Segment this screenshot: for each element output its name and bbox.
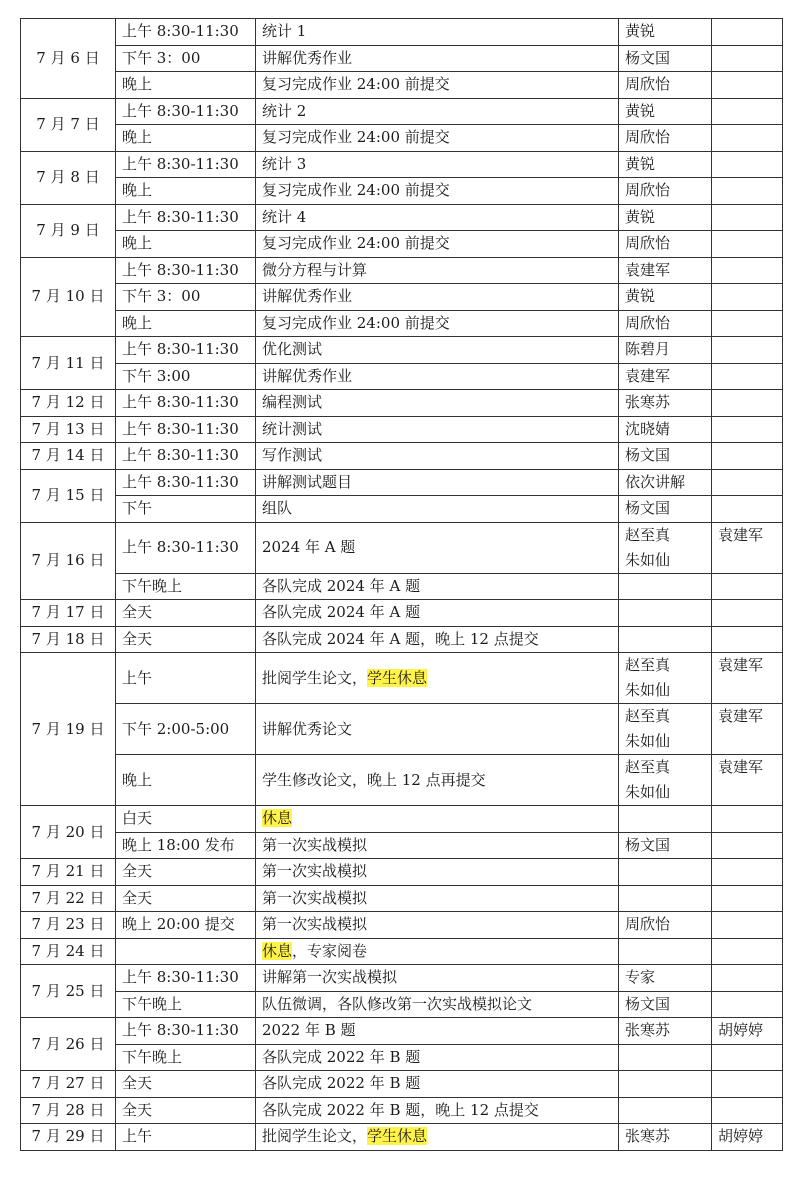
table-row: [21, 337, 783, 364]
time-cell: 晚上: [116, 231, 256, 258]
teacher-name: 赵至真: [625, 656, 671, 674]
teacher-cell: [619, 310, 712, 337]
teacher-cell: [619, 704, 712, 755]
extra-cell: [712, 19, 783, 46]
date-cell: 7 月 29 日: [21, 1124, 116, 1151]
content-cell: [256, 626, 619, 653]
content-text: 复习完成作业 24:00 前提交: [262, 234, 450, 253]
table-row: [21, 231, 783, 258]
extra-cell: [712, 859, 783, 886]
content-cell: [256, 125, 619, 152]
date-cell: 7 月 18 日: [21, 626, 116, 653]
extra-cell: [712, 912, 783, 939]
table-row: [21, 600, 783, 627]
content-text: 各队完成 2024 年 A 题: [262, 603, 421, 622]
content-text: 统计 3: [262, 154, 307, 173]
content-cell: [256, 257, 619, 284]
table-row: [21, 832, 783, 859]
time-cell: 晚上: [116, 178, 256, 205]
date-cell: 7 月 21 日: [21, 859, 116, 886]
date-cell: 7 月 22 日: [21, 885, 116, 912]
teacher-cell: [619, 1071, 712, 1098]
teacher-name: 黄锐: [625, 101, 656, 120]
extra-cell: [712, 363, 783, 390]
teacher-cell: [619, 231, 712, 258]
teacher-cell: [619, 337, 712, 364]
extra-cell: [712, 443, 783, 470]
extra-cell: [712, 806, 783, 833]
content-text: 各队完成 2022 年 B 题: [262, 1047, 421, 1066]
table-row: [21, 72, 783, 99]
content-text: 第一次实战模拟: [262, 915, 368, 934]
teacher-name: 赵至真: [625, 707, 671, 725]
content-cell: [256, 704, 619, 755]
teacher-name: 赵至真: [625, 758, 671, 776]
table-row: [21, 859, 783, 886]
content-cell: [256, 938, 619, 965]
content-text: 优化测试: [262, 340, 323, 359]
date-cell: 7 月 8 日: [21, 151, 116, 204]
table-row: [21, 965, 783, 992]
time-cell: 上午 8:30-11:30: [116, 204, 256, 231]
teacher-cell: [619, 125, 712, 152]
content-cell: [256, 965, 619, 992]
time-cell: 全天: [116, 859, 256, 886]
time-cell: 上午 8:30-11:30: [116, 390, 256, 417]
extra-cell: 袁建军: [712, 522, 783, 573]
date-cell: 7 月 20 日: [21, 806, 116, 859]
time-cell: 全天: [116, 885, 256, 912]
extra-cell: [712, 178, 783, 205]
teacher-cell: [619, 626, 712, 653]
table-row: [21, 1071, 783, 1098]
teacher-cell: [619, 98, 712, 125]
date-cell: 7 月 14 日: [21, 443, 116, 470]
extra-cell: [712, 45, 783, 72]
table-row: [21, 443, 783, 470]
teacher-cell: [619, 363, 712, 390]
extra-cell: [712, 832, 783, 859]
time-cell: 全天: [116, 600, 256, 627]
date-cell: 7 月 11 日: [21, 337, 116, 390]
time-cell: 晚上: [116, 310, 256, 337]
time-cell: 下午 3：00: [116, 284, 256, 311]
content-after: ，专家阅卷: [292, 941, 368, 960]
extra-cell: [712, 204, 783, 231]
time-cell: 上午 8:30-11:30: [116, 1018, 256, 1045]
time-cell: 白天: [116, 806, 256, 833]
extra-cell: [712, 125, 783, 152]
teacher-cell: [619, 178, 712, 205]
extra-cell: [712, 469, 783, 496]
table-row: [21, 416, 783, 443]
teacher-cell: [619, 885, 712, 912]
teacher-cell: [619, 1097, 712, 1124]
time-cell: 上午 8:30-11:30: [116, 443, 256, 470]
time-cell: 全天: [116, 1071, 256, 1098]
teacher-name: 张寒苏: [625, 1127, 671, 1146]
extra-cell: [712, 416, 783, 443]
content-cell: [256, 832, 619, 859]
teacher-cell: [619, 284, 712, 311]
teacher-name: 沈晓婧: [625, 419, 671, 438]
teacher-cell: [619, 522, 712, 573]
teacher-cell: [619, 416, 712, 443]
teacher-name: 朱如仙: [625, 550, 671, 569]
time-cell: 上午 8:30-11:30: [116, 337, 256, 364]
table-row: [21, 204, 783, 231]
content-text: 写作测试: [262, 446, 323, 465]
content-cell: [256, 443, 619, 470]
content-text: 第一次实战模拟: [262, 862, 368, 881]
time-cell: 上午 8:30-11:30: [116, 98, 256, 125]
table-row: [21, 806, 783, 833]
content-cell: [256, 991, 619, 1018]
content-cell: [256, 885, 619, 912]
teacher-name: 袁建军: [625, 366, 671, 385]
highlight-text: 学生休息: [367, 668, 428, 687]
content-cell: [256, 284, 619, 311]
content-text: 各队完成 2022 年 B 题，晚上 12 点提交: [262, 1100, 539, 1119]
content-cell: [256, 310, 619, 337]
time-cell: 下午晚上: [116, 991, 256, 1018]
table-row: [21, 19, 783, 46]
extra-cell: [712, 1044, 783, 1071]
extra-cell: 胡婷婷: [712, 1018, 783, 1045]
content-cell: [256, 416, 619, 443]
date-cell: 7 月 16 日: [21, 522, 116, 600]
table-row: [21, 573, 783, 600]
table-row: [21, 151, 783, 178]
content-cell: [256, 1097, 619, 1124]
teacher-name: 张寒苏: [625, 1021, 671, 1040]
content-cell: [256, 19, 619, 46]
time-cell: 晚上 20:00 提交: [116, 912, 256, 939]
teacher-cell: [619, 938, 712, 965]
teacher-cell: [619, 653, 712, 704]
teacher-name: 杨文国: [625, 994, 671, 1013]
table-row: [21, 1097, 783, 1124]
time-cell: 晚上 18:00 发布: [116, 832, 256, 859]
extra-cell: [712, 257, 783, 284]
table-row: [21, 1124, 783, 1151]
extra-cell: [712, 573, 783, 600]
time-cell: 上午: [116, 653, 256, 704]
content-text: 学生修改论文，晚上 12 点再提交: [262, 770, 486, 789]
content-text: 讲解优秀作业: [262, 366, 353, 385]
content-cell: [256, 45, 619, 72]
extra-cell: [712, 991, 783, 1018]
table-row: [21, 496, 783, 523]
time-cell: 晚上: [116, 755, 256, 806]
extra-cell: [712, 1071, 783, 1098]
content-text: 队伍微调，各队修改第一次实战模拟论文: [262, 994, 533, 1013]
teacher-cell: [619, 496, 712, 523]
content-cell: [256, 859, 619, 886]
teacher-cell: [619, 443, 712, 470]
extra-cell: [712, 310, 783, 337]
table-row: [21, 390, 783, 417]
teacher-cell: [619, 859, 712, 886]
extra-cell: [712, 231, 783, 258]
content-text: 第一次实战模拟: [262, 888, 368, 907]
highlight-text: 休息: [262, 941, 293, 960]
extra-cell: [712, 1097, 783, 1124]
date-cell: 7 月 6 日: [21, 19, 116, 99]
teacher-cell: [619, 72, 712, 99]
table-row: [21, 912, 783, 939]
extra-cell: 袁建军: [712, 653, 783, 704]
date-cell: 7 月 13 日: [21, 416, 116, 443]
content-cell: [256, 522, 619, 573]
content-text: 复习完成作业 24:00 前提交: [262, 181, 450, 200]
content-text: 讲解第一次实战模拟: [262, 968, 398, 987]
table-row: [21, 653, 783, 704]
teacher-name: 杨文国: [625, 446, 671, 465]
extra-cell: [712, 284, 783, 311]
teacher-name: 周欣怡: [625, 75, 671, 94]
teacher-name: 杨文国: [625, 835, 671, 854]
time-cell: 下午 3：00: [116, 45, 256, 72]
time-cell: 上午 8:30-11:30: [116, 19, 256, 46]
content-text: 讲解优秀作业: [262, 287, 353, 306]
content-cell: [256, 337, 619, 364]
table-row: [21, 45, 783, 72]
content-text: 微分方程与计算: [262, 260, 368, 279]
date-cell: 7 月 28 日: [21, 1097, 116, 1124]
content-text: 第一次实战模拟: [262, 835, 368, 854]
time-cell: 上午 8:30-11:30: [116, 469, 256, 496]
date-cell: 7 月 17 日: [21, 600, 116, 627]
time-cell: 下午 2:00-5:00: [116, 704, 256, 755]
extra-cell: 胡婷婷: [712, 1124, 783, 1151]
teacher-cell: [619, 1018, 712, 1045]
date-cell: 7 月 7 日: [21, 98, 116, 151]
time-cell: 下午晚上: [116, 573, 256, 600]
content-text: 各队完成 2024 年 A 题，晚上 12 点提交: [262, 629, 539, 648]
content-text: 各队完成 2022 年 B 题: [262, 1074, 421, 1093]
table-row: [21, 626, 783, 653]
extra-cell: [712, 885, 783, 912]
time-cell: 晚上: [116, 125, 256, 152]
content-cell: [256, 363, 619, 390]
time-cell: 上午 8:30-11:30: [116, 522, 256, 573]
highlight-text: 学生休息: [367, 1127, 428, 1146]
content-text: 复习完成作业 24:00 前提交: [262, 128, 450, 147]
table-row: [21, 1018, 783, 1045]
teacher-name: 杨文国: [625, 499, 671, 518]
teacher-name: 周欣怡: [625, 128, 671, 147]
teacher-name: 杨文国: [625, 48, 671, 67]
teacher-cell: [619, 832, 712, 859]
table-row: [21, 704, 783, 755]
teacher-name: 黄锐: [625, 22, 656, 41]
content-cell: [256, 1044, 619, 1071]
date-cell: 7 月 15 日: [21, 469, 116, 522]
time-cell: 下午: [116, 496, 256, 523]
time-cell: 上午 8:30-11:30: [116, 257, 256, 284]
content-cell: [256, 231, 619, 258]
time-cell: 上午 8:30-11:30: [116, 965, 256, 992]
extra-cell: [712, 626, 783, 653]
schedule-table: [20, 18, 783, 1151]
content-cell: [256, 1071, 619, 1098]
teacher-name: 张寒苏: [625, 393, 671, 412]
teacher-name: 朱如仙: [625, 783, 671, 801]
date-cell: 7 月 9 日: [21, 204, 116, 257]
content-text: 统计 1: [262, 22, 307, 41]
time-cell: 全天: [116, 626, 256, 653]
teacher-name: 周欣怡: [625, 915, 671, 934]
content-text: 批阅学生论文，: [262, 1127, 368, 1146]
content-text: 2024 年 A 题: [262, 538, 356, 556]
teacher-name: 黄锐: [625, 287, 656, 306]
teacher-cell: [619, 573, 712, 600]
teacher-cell: [619, 19, 712, 46]
teacher-name: 依次讲解: [625, 472, 686, 491]
extra-cell: 袁建军: [712, 704, 783, 755]
content-cell: [256, 390, 619, 417]
teacher-cell: [619, 151, 712, 178]
teacher-cell: [619, 390, 712, 417]
extra-cell: [712, 938, 783, 965]
content-cell: [256, 496, 619, 523]
teacher-name: 陈碧月: [625, 340, 671, 359]
content-text: 讲解优秀论文: [262, 719, 353, 738]
content-cell: [256, 469, 619, 496]
table-row: [21, 522, 783, 573]
content-cell: [256, 573, 619, 600]
teacher-name: 周欣怡: [625, 181, 671, 200]
content-cell: [256, 806, 619, 833]
date-cell: 7 月 25 日: [21, 965, 116, 1018]
table-row: [21, 885, 783, 912]
teacher-cell: [619, 1044, 712, 1071]
extra-cell: [712, 98, 783, 125]
content-cell: [256, 1018, 619, 1045]
content-text: 批阅学生论文，: [262, 668, 368, 687]
table-row: [21, 755, 783, 806]
table-row: [21, 991, 783, 1018]
extra-cell: [712, 72, 783, 99]
date-cell: 7 月 23 日: [21, 912, 116, 939]
table-row: [21, 257, 783, 284]
teacher-name: 周欣怡: [625, 313, 671, 332]
teacher-cell: [619, 1124, 712, 1151]
schedule-body: [21, 19, 783, 1151]
teacher-name: 朱如仙: [625, 732, 671, 750]
teacher-cell: [619, 755, 712, 806]
teacher-cell: [619, 806, 712, 833]
table-row: [21, 469, 783, 496]
time-cell: 上午 8:30-11:30: [116, 151, 256, 178]
table-row: [21, 363, 783, 390]
content-text: 编程测试: [262, 393, 323, 412]
teacher-name: 赵至真: [625, 525, 671, 544]
content-text: 各队完成 2024 年 A 题: [262, 576, 421, 595]
date-cell: 7 月 27 日: [21, 1071, 116, 1098]
content-cell: [256, 1124, 619, 1151]
teacher-cell: [619, 469, 712, 496]
date-cell: 7 月 26 日: [21, 1018, 116, 1071]
content-cell: [256, 653, 619, 704]
time-cell: [116, 938, 256, 965]
teacher-cell: [619, 991, 712, 1018]
extra-cell: [712, 965, 783, 992]
content-text: 讲解优秀作业: [262, 48, 353, 67]
extra-cell: 袁建军: [712, 755, 783, 806]
teacher-cell: [619, 204, 712, 231]
extra-cell: [712, 151, 783, 178]
table-row: [21, 125, 783, 152]
teacher-name: 专家: [625, 968, 656, 987]
teacher-cell: [619, 912, 712, 939]
time-cell: 下午 3:00: [116, 363, 256, 390]
teacher-name: 袁建军: [625, 260, 671, 279]
content-cell: [256, 98, 619, 125]
content-text: 统计 2: [262, 101, 307, 120]
content-text: 组队: [262, 499, 293, 518]
content-text: 统计测试: [262, 419, 323, 438]
table-row: [21, 1044, 783, 1071]
content-cell: [256, 600, 619, 627]
date-cell: 7 月 19 日: [21, 653, 116, 806]
content-text: 复习完成作业 24:00 前提交: [262, 75, 450, 94]
time-cell: 下午晚上: [116, 1044, 256, 1071]
teacher-name: 周欣怡: [625, 234, 671, 253]
teacher-name: 黄锐: [625, 154, 656, 173]
content-text: 讲解测试题目: [262, 472, 353, 491]
teacher-cell: [619, 600, 712, 627]
time-cell: 全天: [116, 1097, 256, 1124]
teacher-name: 朱如仙: [625, 681, 671, 699]
extra-cell: [712, 600, 783, 627]
teacher-name: 黄锐: [625, 207, 656, 226]
content-cell: [256, 204, 619, 231]
table-row: [21, 310, 783, 337]
extra-cell: [712, 496, 783, 523]
date-cell: 7 月 10 日: [21, 257, 116, 337]
date-cell: 7 月 24 日: [21, 938, 116, 965]
table-row: [21, 938, 783, 965]
extra-cell: [712, 390, 783, 417]
extra-cell: [712, 337, 783, 364]
table-row: [21, 284, 783, 311]
content-cell: [256, 912, 619, 939]
highlight-text: 休息: [262, 809, 293, 828]
time-cell: 上午: [116, 1124, 256, 1151]
content-cell: [256, 755, 619, 806]
teacher-cell: [619, 965, 712, 992]
content-text: 2022 年 B 题: [262, 1021, 356, 1040]
content-cell: [256, 151, 619, 178]
content-text: 复习完成作业 24:00 前提交: [262, 313, 450, 332]
table-row: [21, 178, 783, 205]
content-text: 统计 4: [262, 207, 307, 226]
time-cell: 上午 8:30-11:30: [116, 416, 256, 443]
date-cell: 7 月 12 日: [21, 390, 116, 417]
teacher-cell: [619, 257, 712, 284]
table-row: [21, 98, 783, 125]
content-cell: [256, 72, 619, 99]
teacher-cell: [619, 45, 712, 72]
content-cell: [256, 178, 619, 205]
time-cell: 晚上: [116, 72, 256, 99]
